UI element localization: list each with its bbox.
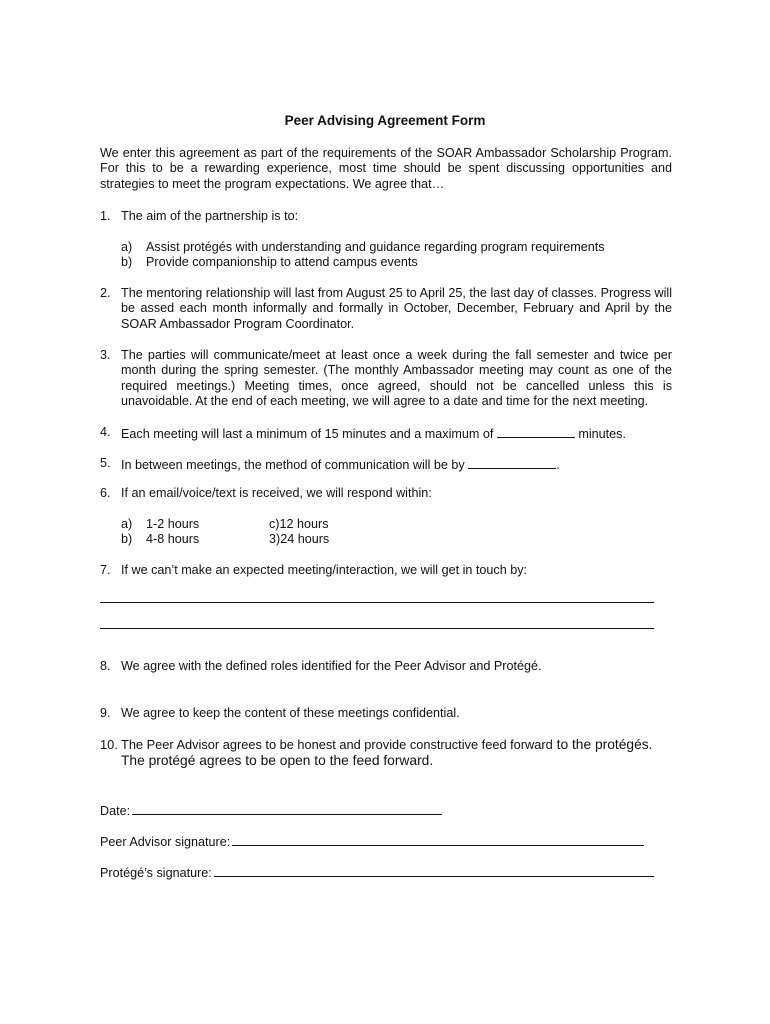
agreement-item-4 [100, 425, 672, 442]
item-text: We agree with the defined roles identified for the Peer Advisor and Protégé. [121, 659, 542, 673]
advisor-signature-row [100, 834, 644, 850]
item-text-end: to the protégés. [552, 737, 653, 752]
protege-signature-label: Protégé’s signature: [100, 866, 212, 880]
list-item [121, 532, 661, 547]
agreement-item-9 [100, 706, 672, 721]
agreement-item-3 [100, 348, 672, 409]
item-text: We agree to keep the content of these meetings confidential. [121, 706, 460, 720]
list-text: 4-8 hours [146, 532, 200, 547]
item-text-line2: The protégé agrees to be open to the feed forward. [121, 753, 434, 769]
contact-method-line-1[interactable] [100, 602, 654, 603]
agreement-item-1 [100, 209, 672, 224]
agreement-item-5 [100, 456, 672, 473]
item-text: The mentoring relationship will last from August 25 to April 25, the last day of classes. Progress will be assed each month informally and formally in October, December, February and April by the SOAR Ambassador Program Coordinator. [121, 286, 672, 331]
list-item [121, 240, 661, 255]
item-number: 10. [100, 737, 118, 752]
item-text: If we can’t make an expected meeting/interaction, we will get in touch by: [121, 563, 528, 577]
item-number: 2. [100, 286, 111, 300]
item-number: 1. [100, 209, 111, 223]
item-text: The Peer Advisor agrees to be honest and provide constructive feed forward [121, 737, 553, 752]
item-text: The parties will communicate/meet at least once a week during the fall semester and twice per month during the spring semester. (The monthly Ambassador meeting may count as one of the required meetings.) Meeting times, once agreed, should not be cancelled unless this is unavoidable. At the end of each meeting, we will agree to a date and time for the next meeting. [121, 348, 672, 408]
agreement-item-7 [100, 563, 672, 578]
item-text: The aim of the partnership is to: [121, 209, 299, 223]
protege-signature-field[interactable] [214, 865, 654, 877]
item-number: 6. [100, 486, 111, 500]
item-number: 4. [100, 425, 111, 439]
advisor-signature-label: Peer Advisor signature: [100, 835, 231, 849]
intro-paragraph: We enter this agreement as part of the requirements of the SOAR Ambassador Scholarship Program. For this to be a rewarding experience, most time should be spent discussing opportunities and strategies to meet the program expectations. We agree that… [100, 146, 672, 191]
item-text: If an email/voice/text is received, we will respond within: [121, 486, 432, 500]
list-text: Provide companionship to attend campus events [146, 255, 418, 270]
list-letter: a) [121, 240, 133, 254]
aims-list [121, 240, 661, 271]
item-number: 3. [100, 348, 111, 362]
item-number: 9. [100, 706, 111, 720]
advisor-signature-field[interactable] [232, 834, 644, 846]
item-text: In between meetings, the method of communication will be by [121, 458, 469, 472]
list-item [121, 255, 661, 270]
list-text-col2: 3)24 hours [269, 532, 330, 547]
communication-method-blank[interactable] [468, 456, 556, 469]
max-minutes-blank[interactable] [497, 425, 575, 438]
list-letter: b) [121, 532, 133, 547]
contact-method-line-2[interactable] [100, 628, 654, 629]
form-title: Peer Advising Agreement Form [284, 113, 486, 128]
item-text: Each meeting will last a minimum of 15 minutes and a maximum of [121, 427, 497, 441]
list-text: Assist protégés with understanding and guidance regarding program requirements [146, 240, 605, 254]
item-text-suffix: . [556, 458, 560, 472]
list-letter: a) [121, 517, 133, 531]
item-number: 8. [100, 659, 111, 673]
protege-signature-row [100, 865, 654, 881]
list-text-col2: c)12 hours [269, 517, 329, 531]
agreement-item-10 [100, 737, 672, 769]
agreement-item-8 [100, 659, 672, 674]
agreement-item-2 [100, 286, 672, 332]
list-item [121, 517, 661, 532]
list-text: 1-2 hours [146, 517, 200, 531]
item-number: 7. [100, 563, 111, 577]
item-text-suffix: minutes. [574, 427, 626, 441]
list-letter: b) [121, 255, 133, 270]
item-number: 5. [100, 456, 111, 470]
date-label: Date: [100, 804, 131, 818]
agreement-item-6 [100, 486, 672, 501]
response-time-options [121, 517, 661, 548]
date-field[interactable] [132, 803, 442, 815]
date-row [100, 803, 442, 819]
